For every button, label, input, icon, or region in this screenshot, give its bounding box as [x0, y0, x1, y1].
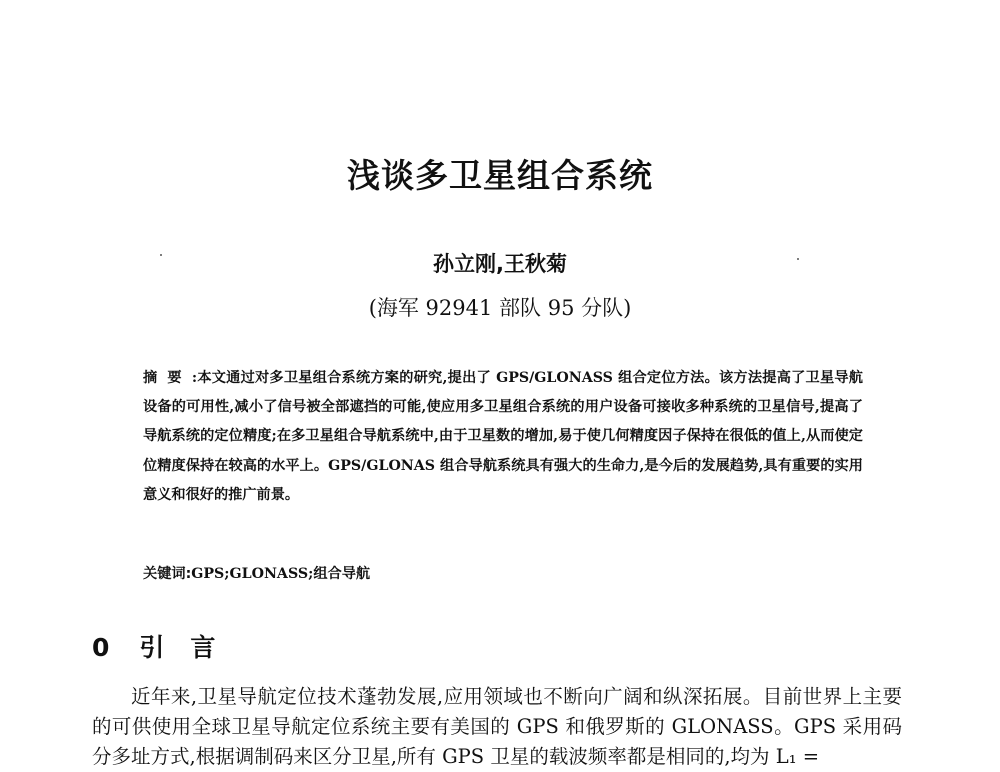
abstract-text: 本文通过对多卫星组合系统方案的研究,提出了 GPS/GLONASS 组合定位方法。该方法提高了卫星导航设备的可用性,减小了信号被全部遮挡的可能,使应用多卫星组合系统的用户设备可接收多种系统的卫星信号,提高了导航系统的定位精度;在多卫星组合导航系统中,由于卫星数的增加,易于使几何精度因子保持在很低的值上,从而使定位精度保持在较高的水平上。GPS/GLONAS 组合导航系统具有强大的生命力,是今后的发展趋势,具有重要的实用意义和很好的推广前景。: [143, 370, 863, 503]
abstract-separator: :: [191, 370, 198, 386]
paper-title: 浅谈多卫星组合系统: [347, 156, 653, 195]
body-paragraph: 近年来,卫星导航定位技术蓬勃发展,应用领域也不断向广阔和纵深拓展。目前世界上主要的可供使用全球卫星导航定位系统主要有美国的 GPS 和俄罗斯的 GLONASS。GPS 采用码分多址方式,根据调制码来区分卫星,所有 GPS 卫星的载波频率都是相同的,均为 L₁ =: [92, 685, 902, 768]
abstract-label: 摘要: [143, 370, 192, 386]
section-heading: [92, 628, 241, 664]
section-title: 引言: [139, 633, 242, 662]
keywords-label: 关键词:: [143, 566, 192, 582]
keywords: [143, 563, 370, 583]
abstract: [143, 364, 863, 510]
affiliation: (海军 92941 部队 95 分队): [368, 296, 632, 320]
keywords-text: GPS;GLONASS;组合导航: [191, 566, 371, 582]
authors: 孙立刚,王秋菊: [433, 252, 567, 276]
section-number: 0: [92, 633, 110, 662]
